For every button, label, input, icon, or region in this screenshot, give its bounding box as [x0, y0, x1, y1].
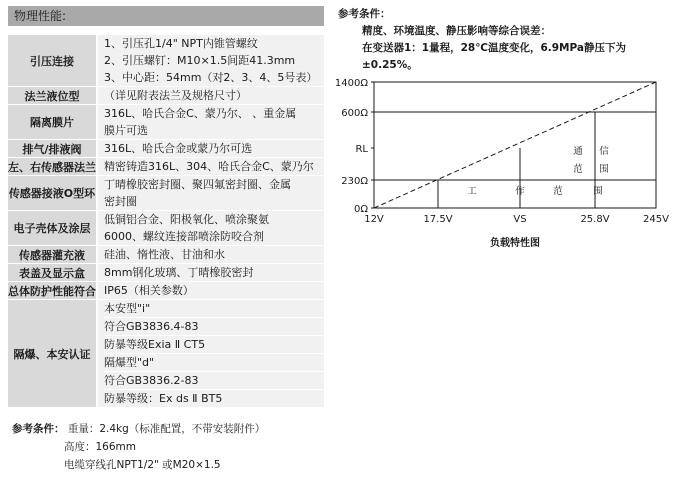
spec-value-line: 隔爆型"d" [104, 353, 324, 371]
spec-label: 引压连接 [8, 35, 97, 87]
spec-value-line: 膜片可选 [104, 124, 148, 137]
spec-row [8, 264, 324, 282]
range-annotation: 工 [467, 186, 477, 197]
spec-label: 传感器灌充液 [8, 246, 97, 264]
spec-value-line: 3、中心距：54mm（对2、3、4、5号表） [104, 71, 318, 84]
spec-value-line: 密封圈 [104, 195, 137, 208]
y-tick-label: 0Ω [353, 204, 368, 215]
reference-conditions-right [338, 6, 678, 74]
x-tick-label: 25.8V [580, 214, 610, 225]
spec-label: 隔离膜片 [8, 105, 97, 140]
spec-value-line: 本安型"i" [104, 302, 151, 315]
spec-value [97, 105, 324, 140]
spec-label: 表盖及显示盒 [8, 264, 97, 282]
weight-note: 重量：2.4kg（标准配置，不带安装附件） [67, 423, 266, 435]
spec-row [8, 140, 324, 158]
spec-row [8, 282, 324, 300]
range-annotation: 范 [553, 186, 563, 197]
x-tick-label: 12V [364, 214, 384, 225]
spec-label: 法兰液位型 [8, 87, 97, 105]
spec-row [8, 246, 324, 264]
spec-value-line: 符合GB3836.4-83 [104, 317, 324, 335]
spec-value [97, 300, 324, 408]
spec-value-line: IP65（相关参数） [104, 284, 194, 297]
spec-value-line: 低铜铝合金、阳极氧化、喷涂聚氨 [104, 213, 269, 226]
spec-value-line: 1、引压孔1/4" NPT内锥管螺纹 [104, 37, 258, 50]
range-annotation: 通 [573, 146, 583, 157]
spec-value [97, 282, 324, 300]
spec-value-line: 防暴等级：Ex ds Ⅱ BT5 [104, 389, 324, 407]
spec-value-line: 防暴等级Exia Ⅱ CT5 [104, 335, 324, 353]
spec-label: 左、右传感器法兰 [8, 158, 97, 176]
spec-value [97, 246, 324, 264]
reference-conditions-left [12, 420, 265, 474]
spec-value-line: 符合GB3836.2-83 [104, 371, 324, 389]
spec-value-line: 6000、螺纹连接部喷涂防咬合剂 [104, 230, 264, 243]
load-characteristic-chart [330, 70, 669, 252]
spec-value-line: 316L、哈氏合金或蒙乃尔可选 [104, 142, 253, 155]
cable-note: 电缆穿线孔NPT1/2" 或M20×1.5 [64, 459, 221, 471]
range-annotation: 围 [593, 186, 603, 197]
chart-title: 负载特性图 [490, 238, 540, 249]
y-tick-label: 600Ω [341, 108, 368, 119]
spec-value [97, 87, 324, 105]
spec-value-line: 硅油、惰性液、甘油和水 [104, 248, 225, 261]
y-tick-label: 230Ω [341, 176, 368, 187]
spec-row [8, 105, 324, 140]
reference-title: 参考条件： [12, 423, 65, 435]
spec-row [8, 35, 324, 87]
spec-row [8, 300, 324, 408]
accuracy-condition: 在变送器1：1量程，28℃温度变化，6.9MPa静压下为 ±0.25%。 [362, 42, 626, 71]
spec-value [97, 158, 324, 176]
spec-label: 总体防护性能符合 [8, 282, 97, 300]
spec-value-line: 8mm钢化玻璃、丁晴橡胶密封 [104, 266, 254, 279]
y-tick-label: 1400Ω [334, 78, 368, 89]
y-tick-label: RL [355, 144, 368, 155]
spec-row [8, 87, 324, 105]
spec-label: 隔爆、本安认证 [8, 300, 97, 408]
x-tick-label: VS [513, 214, 527, 225]
spec-value [97, 176, 324, 211]
spec-value [97, 35, 324, 87]
x-tick-label: 17.5V [423, 214, 453, 225]
range-annotation: 范 [573, 164, 583, 175]
spec-value-line: 316L、哈氏合金C、蒙乃尔、 、重金属 [104, 107, 297, 120]
reference-right-title: 参考条件： [338, 8, 391, 20]
spec-value [97, 140, 324, 158]
spec-label: 排气/排液阀 [8, 140, 97, 158]
x-tick-label: 245V [643, 214, 669, 225]
height-note: 高度：166mm [64, 441, 136, 453]
range-annotation: 信 [599, 146, 609, 157]
spec-value-line: 2、引压螺钉：M10×1.5间距41.3mm [104, 54, 296, 67]
spec-value-line: 精密铸造316L、304、哈氏合金C、蒙乃尔 [104, 160, 314, 173]
spec-value-line: 丁晴橡胶密封圈、聚四氟密封圈、金属 [104, 178, 291, 191]
section-title: 物理性能: [8, 6, 324, 26]
accuracy-note: 精度、环境温度、静压影响等综合误差： [362, 25, 551, 37]
spec-value [97, 264, 324, 282]
spec-value-line: （详见附表法兰及规格尺寸） [104, 89, 247, 102]
spec-label: 传感器接液O型环 [8, 176, 97, 211]
spec-label: 电子壳体及涂层 [8, 211, 97, 246]
range-annotation: 围 [599, 164, 609, 175]
spec-row [8, 158, 324, 176]
spec-row [8, 176, 324, 211]
range-annotation: 作 [515, 186, 525, 197]
spec-table [8, 34, 324, 407]
spec-value [97, 211, 324, 246]
spec-row [8, 211, 324, 246]
